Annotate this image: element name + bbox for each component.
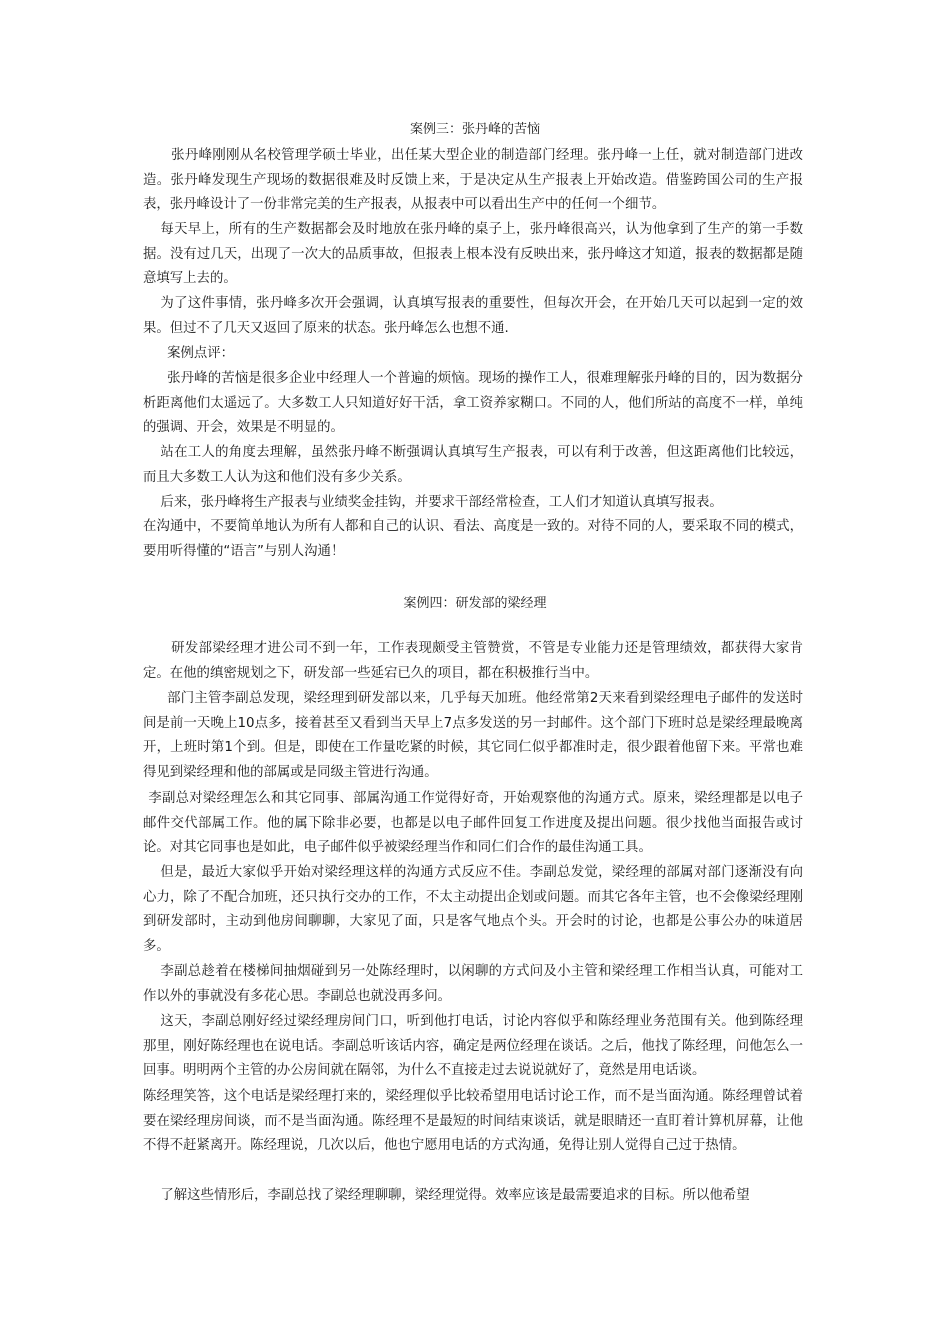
case3-title: 案例三：张丹峰的苦恼 [409,122,540,137]
case4-paragraph-4: 但是，最近大家似乎开始对梁经理这样的沟通方式反应不佳。李副总发觉，梁经理的部属对部门逐渐没有向心力，除了不配合加班，还只执行交办的工作，不太主动提出企划或问题。而其它各年主管，也不会像梁经理刚到研发部时，主动到他房间聊聊，大家见了面，只是客气地点个头。开会时的讨论，也都是公事公办的味道居多。 [143,865,803,955]
case4-paragraph-1: 研发部梁经理才进公司不到一年，工作表现颇受主管赞赏，不管是专业能力还是管理绩效，都获得大家肯定。在他的缜密规划之下，研发部一些延宕已久的项目，都在积极推行当中。 [143,641,803,681]
case3-paragraph-3: 为了这件事情，张丹峰多次开会强调，认真填写报表的重要性，但每次开会，在开始几天可以起到一定的效果。但过不了几天又返回了原来的状态。张丹峰怎么也想不通. [143,296,803,336]
case3-paragraph-1: 张丹峰刚刚从名校管理学硕士毕业，出任某大型企业的制造部门经理。张丹峰一上任，就对制造部门进改造。张丹峰发现生产现场的数据很难及时反馈上来，于是决定从生产报表上开始改造。借鉴跨国公司的生产报表，张丹峰设计了一份非常完美的生产报表，从报表中可以看出生产中的任何一个细节。 [143,148,803,213]
case3-paragraph-7: 在沟通中，不要简单地认为所有人都和自己的认识、看法、高度是一致的。对待不同的人，要采取不同的模式，要用听得懂的“语言”与别人沟通！ [143,519,803,559]
case4-title: 案例四：研发部的梁经理 [403,596,547,611]
case4-paragraph-2: 部门主管李副总发现，梁经理到研发部以来，几乎每天加班。他经常第2天来看到梁经理电子邮件的发送时间是前一天晚上10点多，接着甚至又看到当天早上7点多发送的另一封邮件。这个部门下班时总是梁经理最晚离开，上班时第1个到。但是，即使在工作量吃紧的时候，其它同仁似乎都准时走，很少跟着他留下来。平常也难得见到梁经理和他的部属或是同级主管进行沟通。 [143,691,803,781]
case3-paragraph-4: 张丹峰的苦恼是很多企业中经理人一个普遍的烦恼。现场的操作工人，很难理解张丹峰的目的，因为数据分析距离他们太遥远了。大多数工人只知道好好干活，拿工资养家糊口。不同的人，他们所站的高度不一样，单纯的强调、开会，效果是不明显的。 [143,371,803,436]
case3-paragraph-6: 后来，张丹峰将生产报表与业绩奖金挂钩，并要求干部经常检查，工人们才知道认真填写报表。 [160,495,723,510]
case3-commentary-heading: 案例点评： [167,346,235,361]
case4-paragraph-3: 李副总对梁经理怎么和其它同事、部属沟通工作觉得好奇，开始观察他的沟通方式。原来，梁经理都是以电子邮件交代部属工作。他的属下除非必要，也都是以电子邮件回复工作进度及提出问题。很少找他当面报告或讨论。对其它同事也是如此，电子邮件似乎被梁经理当作和同仁们合作的最佳沟通工具。 [143,791,803,856]
case3-paragraph-5: 站在工人的角度去理解，虽然张丹峰不断强调认真填写生产报表，可以有利于改善，但这距离他们比较远，而且大多数工人认为这和他们没有多少关系。 [143,445,803,485]
case4-paragraph-5: 李副总趁着在楼梯间抽烟碰到另一处陈经理时，以闲聊的方式问及小主管和梁经理工作相当认真，可能对工作以外的事就没有多花心思。李副总也就没再多问。 [143,964,803,1004]
case4-paragraph-8: 了解这些情形后，李副总找了梁经理聊聊，梁经理觉得。效率应该是最需要追求的目标。所以他希望 [160,1188,750,1203]
case4-paragraph-6: 这天，李副总刚好经过梁经理房间门口，听到他打电话，讨论内容似乎和陈经理业务范围有关。他到陈经理那里，刚好陈经理也在说电话。李副总听该话内容，确定是两位经理在谈话。之后，他找了陈经理，问他怎么一回事。明明两个主管的办公房间就在隔邻，为什么不直接走过去说说就好了，竟然是用电话谈。 [143,1014,803,1079]
case4-paragraph-7: 陈经理笑答，这个电话是梁经理打来的，梁经理似乎比较希望用电话讨论工作，而不是当面沟通。陈经理曾试着要在梁经理房间谈，而不是当面沟通。陈经理不是最短的时间结束谈话，就是眼睛还一直盯着计算机屏幕，让他不得不赶紧离开。陈经理说，几次以后，他也宁愿用电话的方式沟通，免得让别人觉得自己过于热情。 [143,1089,803,1154]
case3-paragraph-2: 每天早上，所有的生产数据都会及时地放在张丹峰的桌子上，张丹峰很高兴，认为他拿到了生产的第一手数据。没有过几天，出现了一次大的品质事故，但报表上根本没有反映出来，张丹峰这才知道，报表的数据都是随意填写上去的。 [143,222,803,287]
